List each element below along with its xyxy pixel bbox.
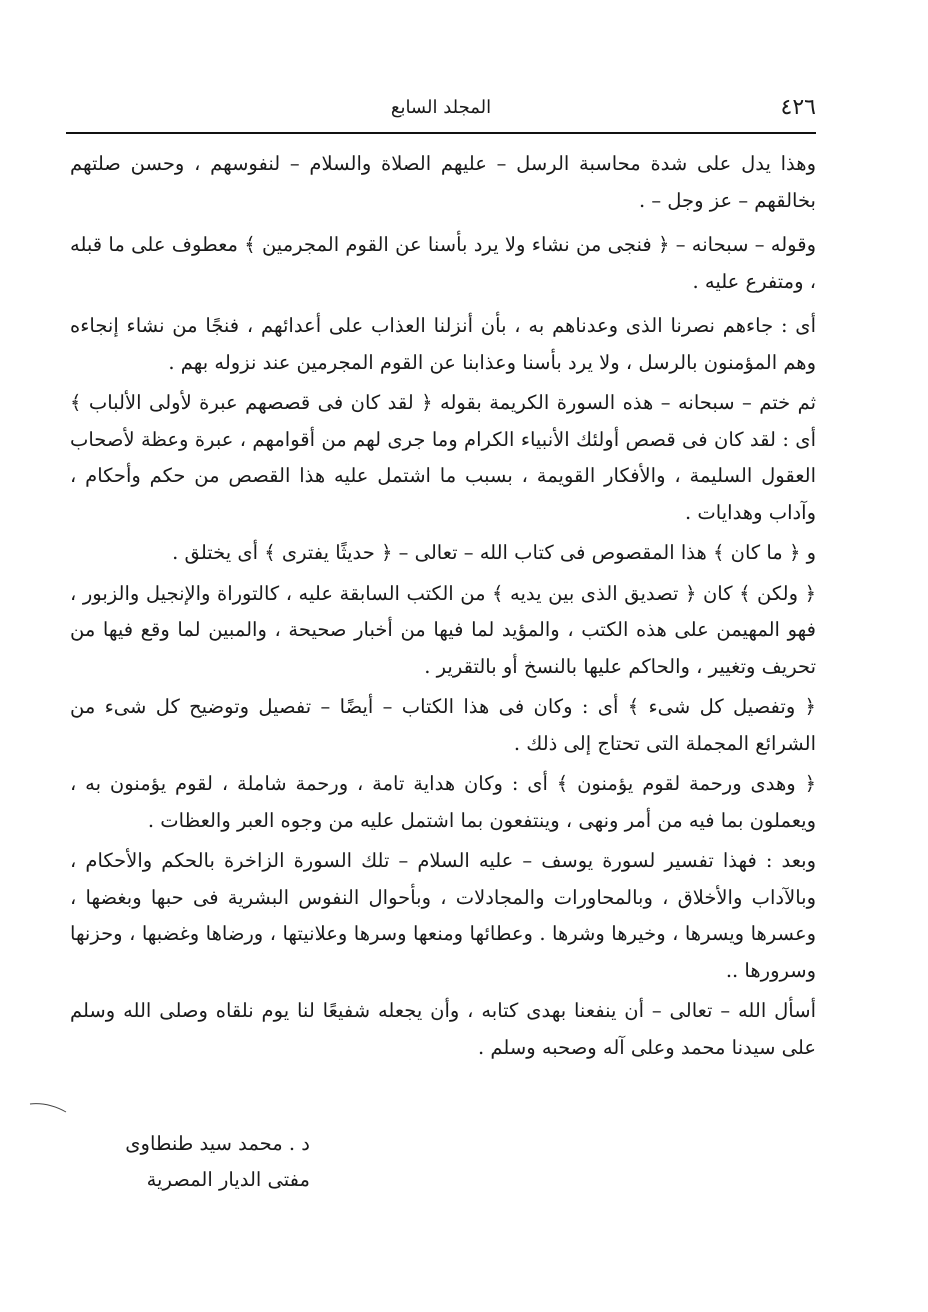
paragraph: ﴿ وتفصيل كل شىء ﴾ أى : وكان فى هذا الكتاب – أيضًا – تفصيل وتوضيح كل شىء من الشرائع المجملة التى تحتاج إلى ذلك . — [70, 695, 816, 755]
author-name: د . محمد سيد طنطاوى — [125, 1132, 310, 1155]
running-title: المجلد السابع — [390, 97, 492, 118]
body-text — [70, 146, 816, 1070]
paragraph: ﴿ ولكن ﴾ كان ﴿ تصديق الذى بين يديه ﴾ من الكتب السابقة عليه ، كالتوراة والإنجيل والزبور ، فهو المهيمن على هذه الكتب ، والمؤيد لما فيها من أخبار صحيحة ، والمبين لما وقع فيها من تحريف وتغيير ، والحاكم عليها بالنسخ أو بالتقرير . — [70, 581, 816, 678]
paragraph: وهذا يدل على شدة محاسبة الرسل – عليهم الصلاة والسلام – لنفوسهم ، وحسن صلتهم بخالقهم – عز وجل – . — [70, 152, 816, 212]
paragraph: أسأل الله – تعالى – أن ينفعنا بهدى كتابه ، وأن يجعله شفيعًا لنا يوم نلقاه وصلى الله وسلم على سيدنا محمد وعلى آله وصحبه وسلم . — [70, 999, 816, 1059]
paragraph: ﴿ وهدى ورحمة لقوم يؤمنون ﴾ أى : وكان هداية تامة ، ورحمة شاملة ، لقوم يؤمنون به ، ويعملون بما فيه من أمر ونهى ، وينتفعون بما اشتمل عليه من وجوه العبر والعظات . — [70, 772, 816, 832]
page-number: ٤٢٦ — [780, 95, 816, 120]
paragraph: أى : جاءهم نصرنا الذى وعدناهم به ، بأن أنزلنا العذاب على أعدائهم ، فنجًا من نشاء إنجاءه وهم المؤمنون بالرسل ، ولا يرد بأسنا وعذابنا عن القوم المجرمين عند نزوله بهم . — [70, 314, 816, 374]
author-signature — [70, 1126, 310, 1198]
paragraph: وقوله – سبحانه – ﴿ فنجى من نشاء ولا يرد بأسنا عن القوم المجرمين ﴾ معطوف على ما قبله ، ومتفرع عليه . — [70, 233, 816, 293]
margin-stroke — [28, 1100, 68, 1114]
header-divider — [66, 132, 816, 134]
author-title: مفتى الديار المصرية — [146, 1168, 310, 1191]
paragraph: ثم ختم – سبحانه – هذه السورة الكريمة بقوله ﴿ لقد كان فى قصصهم عبرة لأولى الألباب ﴾ أى : لقد كان فى قصص أولئك الأنبياء الكرام وما جرى لهم من أقوامهم ، عبرة وعظة لأصحاب العقول السليمة ، والأفكار القويمة ، بسبب ما اشتمل عليه هذا القصص من حكم وأحكام ، وآداب وهدايات . — [70, 391, 816, 524]
page-header — [66, 92, 816, 124]
paragraph: وبعد : فهذا تفسير لسورة يوسف – عليه السلام – تلك السورة الزاخرة بالحكم والأحكام ، وبالآداب والأخلاق ، وبالمحاورات والمجادلات ، وبأحوال النفوس البشرية فى حبها وبغضها ، وعسرها ويسرها ، وخيرها وشرها . وعطائها ومنعها وسرها وعلانيتها ، ورضاها وغضبها ، وحزنها وسرورها .. — [70, 849, 816, 982]
paragraph: و ﴿ ما كان ﴾ هذا المقصوص فى كتاب الله – تعالى – ﴿ حديثًا يفترى ﴾ أى يختلق . — [172, 541, 816, 564]
